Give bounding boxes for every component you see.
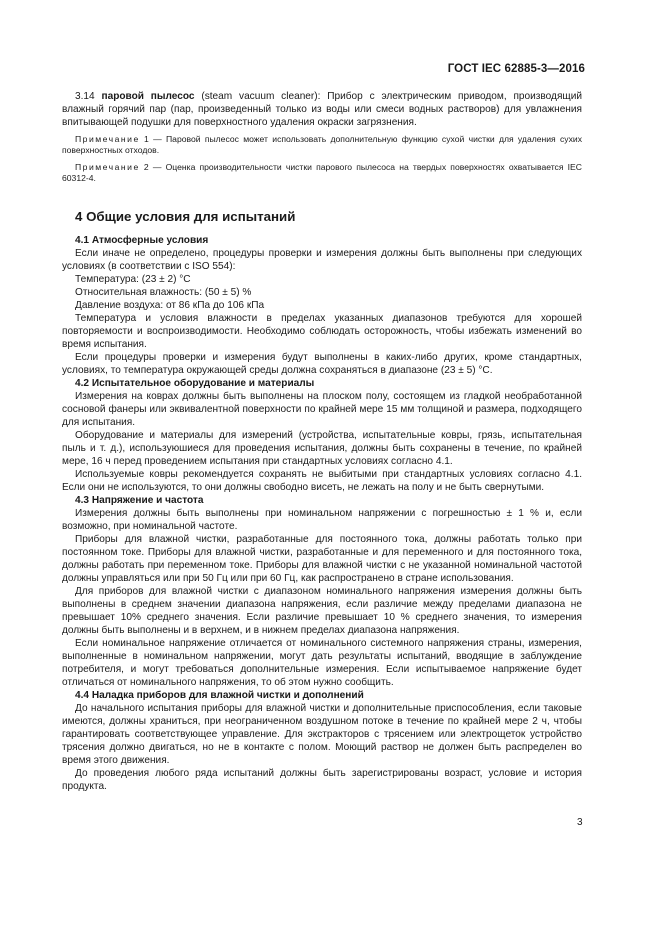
- definition-term: паровой пылесос: [101, 91, 195, 102]
- definition-3-14: [62, 90, 582, 129]
- condition-humidity: Относительная влажность: (50 ± 5) %: [75, 286, 252, 298]
- paragraph: Для приборов для влажной чистки с диапазоном номинального напряжения измерения должны быть выполнены в среднем значении диапазона напряжения, если различие между пределами диапазона не превышает 10% среднего значения. Если различие превышает 10 % среднего значения, то измерения должны быть выполнены и в верхнем, и в нижнем пределах диапазона напряжения.: [62, 585, 582, 636]
- paragraph: Измерения на коврах должны быть выполнены на плоском полу, состоящем из гладкой необработанной сосновой фанеры или эквивалентной поверхности по крайней мере 15 мм толщиной и размера, подходящего для испытания.: [62, 390, 582, 428]
- subsection-heading: 4.4 Наладка приборов для влажной чистки и дополнений: [75, 689, 364, 701]
- paragraph: Используемые ковры рекомендуется сохранять не выбитыми при стандартных условиях согласно 4.1. Если они не используются, то они должны свободно висеть, не лежать на полу и не быть свернутыми.: [62, 468, 582, 493]
- note-label: Примечание: [75, 161, 140, 172]
- paragraph: Измерения должны быть выполнены при номинальном напряжении с погрешностью ± 1 % и, если возможно, при номинальной частоте.: [62, 507, 582, 532]
- note-label: Примечание: [75, 134, 140, 144]
- page-number: 3: [577, 817, 583, 828]
- paragraph: Приборы для влажной чистки, разработанные для постоянного тока, должны работать только при постоянном токе. Приборы для влажной чистки, разработанные и для переменного и для постоянного тока, должны работать при переменном токе. Приборы для влажной чистки с не указанной номинальной частотой должны управляться или при 50 Гц или при 60 Гц, как распространено в стране использования.: [62, 533, 582, 584]
- note-1: [62, 134, 582, 157]
- page-body: [62, 90, 582, 793]
- document-code: ГОСТ IEC 62885-3—2016: [447, 63, 585, 75]
- paragraph: До начального испытания приборы для влажной чистки и дополнительные приспособления, если таковые имеются, должны храниться, при неограниченном воздушном потоке в течение по крайней мере 2 ч, чтобы гарантировать соответствующее управление. Для экстракторов с трясением или электрощеток устройство трясения должно двигаться, но не в контакте с полом. Моющий раствор не должен быть распределен во время этого движения.: [62, 702, 582, 766]
- section-heading: 4 Общие условия для испытаний: [75, 208, 296, 224]
- condition-pressure: Давление воздуха: от 86 кПа до 106 кПа: [75, 299, 265, 311]
- paragraph: До проведения любого ряда испытаний должны быть зарегистрированы возраст, условие и история продукта.: [62, 767, 582, 792]
- note-text: 1 — Паровой пылесос может использовать дополнительную функцию сухой чистки для удаления сухих поверхностных отходов.: [62, 134, 582, 156]
- paragraph: Температура и условия влажности в пределах указанных диапазонов требуются для хорошей повторяемости и воспроизводимости. Необходимо соблюдать осторожность, чтобы избежать изменений во время испытания.: [62, 312, 582, 350]
- paragraph: Если номинальное напряжение отличается от номинального системного напряжения страны, измерения, выполненные в номинальном напряжении, могут дать результаты испытаний, вводящие в заблуждение потребителя, и могут требоваться дополнительные измерения. Если испытываемое напряжение будет отличаться от номинального напряжения, то об этом нужно сообщить.: [62, 637, 582, 688]
- note-2: [62, 162, 582, 185]
- paragraph: Если процедуры проверки и измерения будут выполнены в каких-либо других, кроме стандартных, условиях, то температура окружающей среды должна сохраняться в диапазоне (23 ± 5) °С.: [62, 351, 582, 376]
- subsection-heading: 4.2 Испытательное оборудование и материалы: [75, 377, 315, 389]
- subsection-heading: 4.3 Напряжение и частота: [75, 494, 204, 506]
- condition-temperature: Температура: (23 ± 2) °С: [75, 273, 191, 285]
- definition-text: (steam vacuum cleaner): Прибор с электрическим приводом, производящий влажный горячий пар (пар, произведенный только из воды или смеси водных растворов) для увлажнения впитывающей подушки для поверхностного удаления окраски загрязнения.: [62, 91, 582, 128]
- paragraph: Оборудование и материалы для измерений (устройства, испытательные ковры, грязь, испытательная пыль и т. д.), используюшиеся для проведения испытания, должны быть сохранены в течение, по крайней мере, 16 ч перед проведением испытания при стандартных условиях согласно 4.1.: [62, 429, 582, 467]
- note-text: 2 — Оценка производительности чистки парового пылесоса на твердых поверхностях охватывается IEC 60312-4.: [62, 161, 582, 184]
- subsection-heading: 4.1 Атмосферные условия: [75, 234, 209, 246]
- definition-number: 3.14: [75, 91, 95, 102]
- paragraph: Если иначе не определено, процедуры проверки и измерения должны быть выполнены при следующих условиях (в соответствии с ISO 554):: [62, 247, 582, 272]
